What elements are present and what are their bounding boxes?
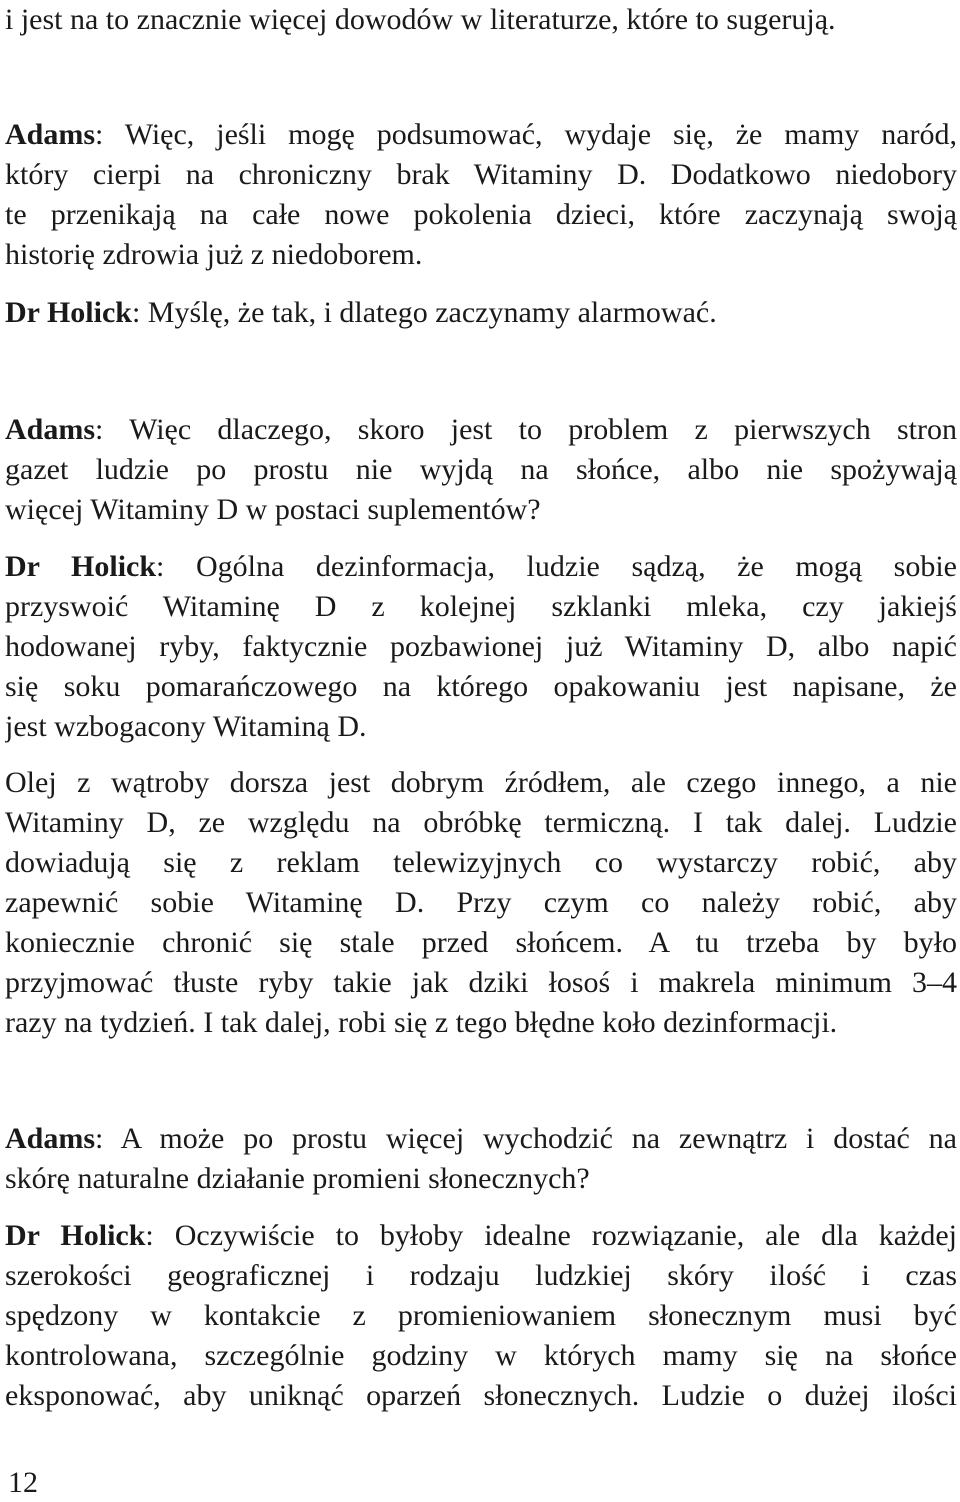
text-line: więcej Witaminy D w postaci suplementów? [5, 493, 541, 526]
speaker-label: Adams [5, 118, 96, 151]
speaker-label: Dr Holick [5, 550, 157, 583]
text-line: Dr Holick: Oczywiście to byłoby idealne rozwiązanie, ale dla każdej [5, 1219, 957, 1252]
text-line: eksponować, aby uniknąć oparzeń słonecznych. Ludzie o dużej ilości [5, 1379, 957, 1412]
text-line: który cierpi na chroniczny brak Witaminy D. Dodatkowo niedobory [5, 158, 957, 191]
speaker-label: Dr Holick [5, 296, 132, 329]
text-line: gazet ludzie po prostu nie wyjdą na słońce, albo nie spożywają [5, 453, 957, 486]
text-line: skórę naturalne działanie promieni słonecznych? [5, 1162, 590, 1195]
text-line: spędzony w kontakcie z promieniowaniem słonecznym musi być [5, 1299, 957, 1332]
text-line: Olej z wątroby dorsza jest dobrym źródłem, ale czego innego, a nie [5, 766, 957, 799]
text-line: kontrolowana, szczególnie godziny w których mamy się na słońce [5, 1339, 957, 1372]
text-line: szerokości geograficznej i rodzaju ludzkiej skóry ilość i czas [5, 1259, 957, 1292]
text-line: przyjmować tłuste ryby takie jak dziki łosoś i makrela minimum 3–4 [5, 966, 957, 999]
text-line: Witaminy D, ze względu na obróbkę termiczną. I tak dalej. Ludzie [5, 806, 957, 839]
text-line: Dr Holick: Ogólna dezinformacja, ludzie sądzą, że mogą sobie [5, 550, 957, 583]
speaker-label: Dr Holick [5, 1219, 146, 1252]
speaker-label: Adams [5, 1122, 96, 1155]
text-line: i jest na to znacznie więcej dowodów w literaturze, które to sugerują. [5, 3, 836, 36]
text-line: koniecznie chronić się stale przed słońcem. A tu trzeba by było [5, 926, 957, 959]
text-line: hodowanej ryby, faktycznie pozbawionej już Witaminy D, albo napić [5, 630, 957, 663]
text-line: przyswoić Witaminę D z kolejnej szklanki mleka, czy jakiejś [5, 590, 957, 623]
text-line: historię zdrowia już z niedoborem. [5, 238, 423, 271]
speaker-label: Adams [5, 413, 96, 446]
text-line: zapewnić sobie Witaminę D. Przy czym co należy robić, aby [5, 886, 957, 919]
text-line: dowiadują się z reklam telewizyjnych co wystarczy robić, aby [5, 846, 957, 879]
text-line: Adams: Więc, jeśli mogę podsumować, wydaje się, że mamy naród, [5, 118, 957, 151]
text-line: jest wzbogacony Witaminą D. [5, 710, 367, 743]
text-line: się soku pomarańczowego na którego opakowaniu jest napisane, że [5, 670, 957, 703]
text-line: Dr Holick: Myślę, że tak, i dlatego zaczynamy alarmować. [5, 296, 717, 329]
page-number: 12 [8, 1466, 38, 1499]
text-line: Adams: Więc dlaczego, skoro jest to problem z pierwszych stron [5, 413, 957, 446]
text-line: te przenikają na całe nowe pokolenia dzieci, które zaczynają swoją [5, 198, 957, 231]
text-line: razy na tydzień. I tak dalej, robi się z tego błędne koło dezinformacji. [5, 1006, 838, 1039]
text-line: Adams: A może po prostu więcej wychodzić na zewnątrz i dostać na [5, 1122, 957, 1155]
